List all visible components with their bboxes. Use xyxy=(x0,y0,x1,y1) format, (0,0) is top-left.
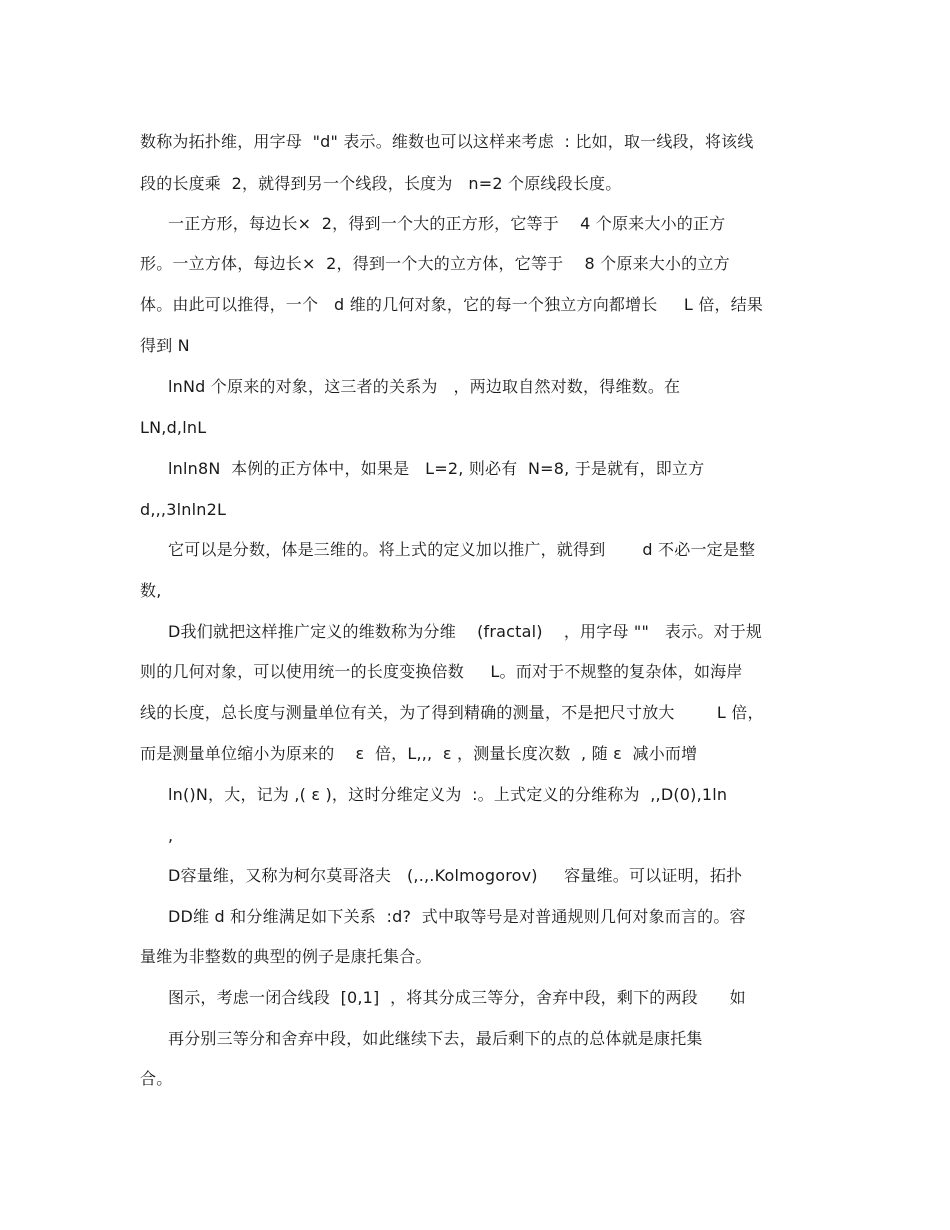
text-line: DD维 d 和分维满足如下关系 :d? 式中取等号是对普通规则几何对象而言的。容 xyxy=(168,907,746,926)
text-line: 形。一立方体，每边长× 2，得到一个大的立方体，它等于 8 个原来大小的立方 xyxy=(140,254,730,273)
text-line: 量维为非整数的典型的例子是康托集合。 xyxy=(140,947,432,966)
text-line: lnNd 个原来的对象，这三者的关系为 ，两边取自然对数，得维数。在 xyxy=(168,377,681,396)
text-line: 合。 xyxy=(140,1069,173,1088)
text-line: ln()N，大，记为 ,( ε )，这时分维定义为 :。上式定义的分维称为 ,,D(0),1ln xyxy=(168,785,728,804)
text-line: 得到 N xyxy=(140,336,190,355)
text-line: D我们就把这样推广定义的维数称为分维 (fractal) ，用字母 "" 表示。对于规 xyxy=(168,622,763,641)
text-line: d,,,3lnln2L xyxy=(140,500,227,519)
text-line: 段的长度乘 2，就得到另一个线段，长度为 n=2 个原线段长度。 xyxy=(140,174,622,193)
text-line: lnln8N 本例的正方体中，如果是 L=2, 则必有 N=8, 于是就有，即立方 xyxy=(168,459,705,478)
text-line: 数称为拓扑维，用字母 "d" 表示。维数也可以这样来考虑 : 比如，取一线段，将该线 xyxy=(140,132,754,151)
text-line: 体。由此可以推得，一个 d 维的几何对象，它的每一个独立方向都增长 L 倍，结果 xyxy=(140,295,764,314)
text-line: LN,d,lnL xyxy=(140,418,207,437)
text-line: 它可以是分数，体是三维的。将上式的定义加以推广，就得到 d 不必一定是整 xyxy=(168,540,756,559)
text-line: D容量维，又称为柯尔莫哥洛夫 (,.,.Kolmogorov) 容量维。可以证明，拓扑 xyxy=(168,866,743,885)
text-line: 而是测量单位缩小为原来的 ε 倍，L,,, ε ，测量长度次数 , 随 ε 减小而增 xyxy=(140,744,698,763)
text-line: 一正方形，每边长× 2，得到一个大的正方形，它等于 4 个原来大小的正方 xyxy=(168,214,726,233)
text-line: 则的几何对象，可以使用统一的长度变换倍数 L。而对于不规整的复杂体，如海岸 xyxy=(140,662,743,681)
text-line: 再分别三等分和舍弃中段，如此继续下去，最后剩下的点的总体就是康托集 xyxy=(168,1029,703,1048)
text-line: , xyxy=(168,826,174,845)
text-line: 图示，考虑一闭合线段 [0,1] ，将其分成三等分，舍弃中段，剩下的两段 如 xyxy=(168,988,746,1007)
text-line: 数, xyxy=(140,581,162,600)
text-line: 线的长度，总长度与测量单位有关，为了得到精确的测量，不是把尺寸放大 L 倍， xyxy=(140,703,764,722)
